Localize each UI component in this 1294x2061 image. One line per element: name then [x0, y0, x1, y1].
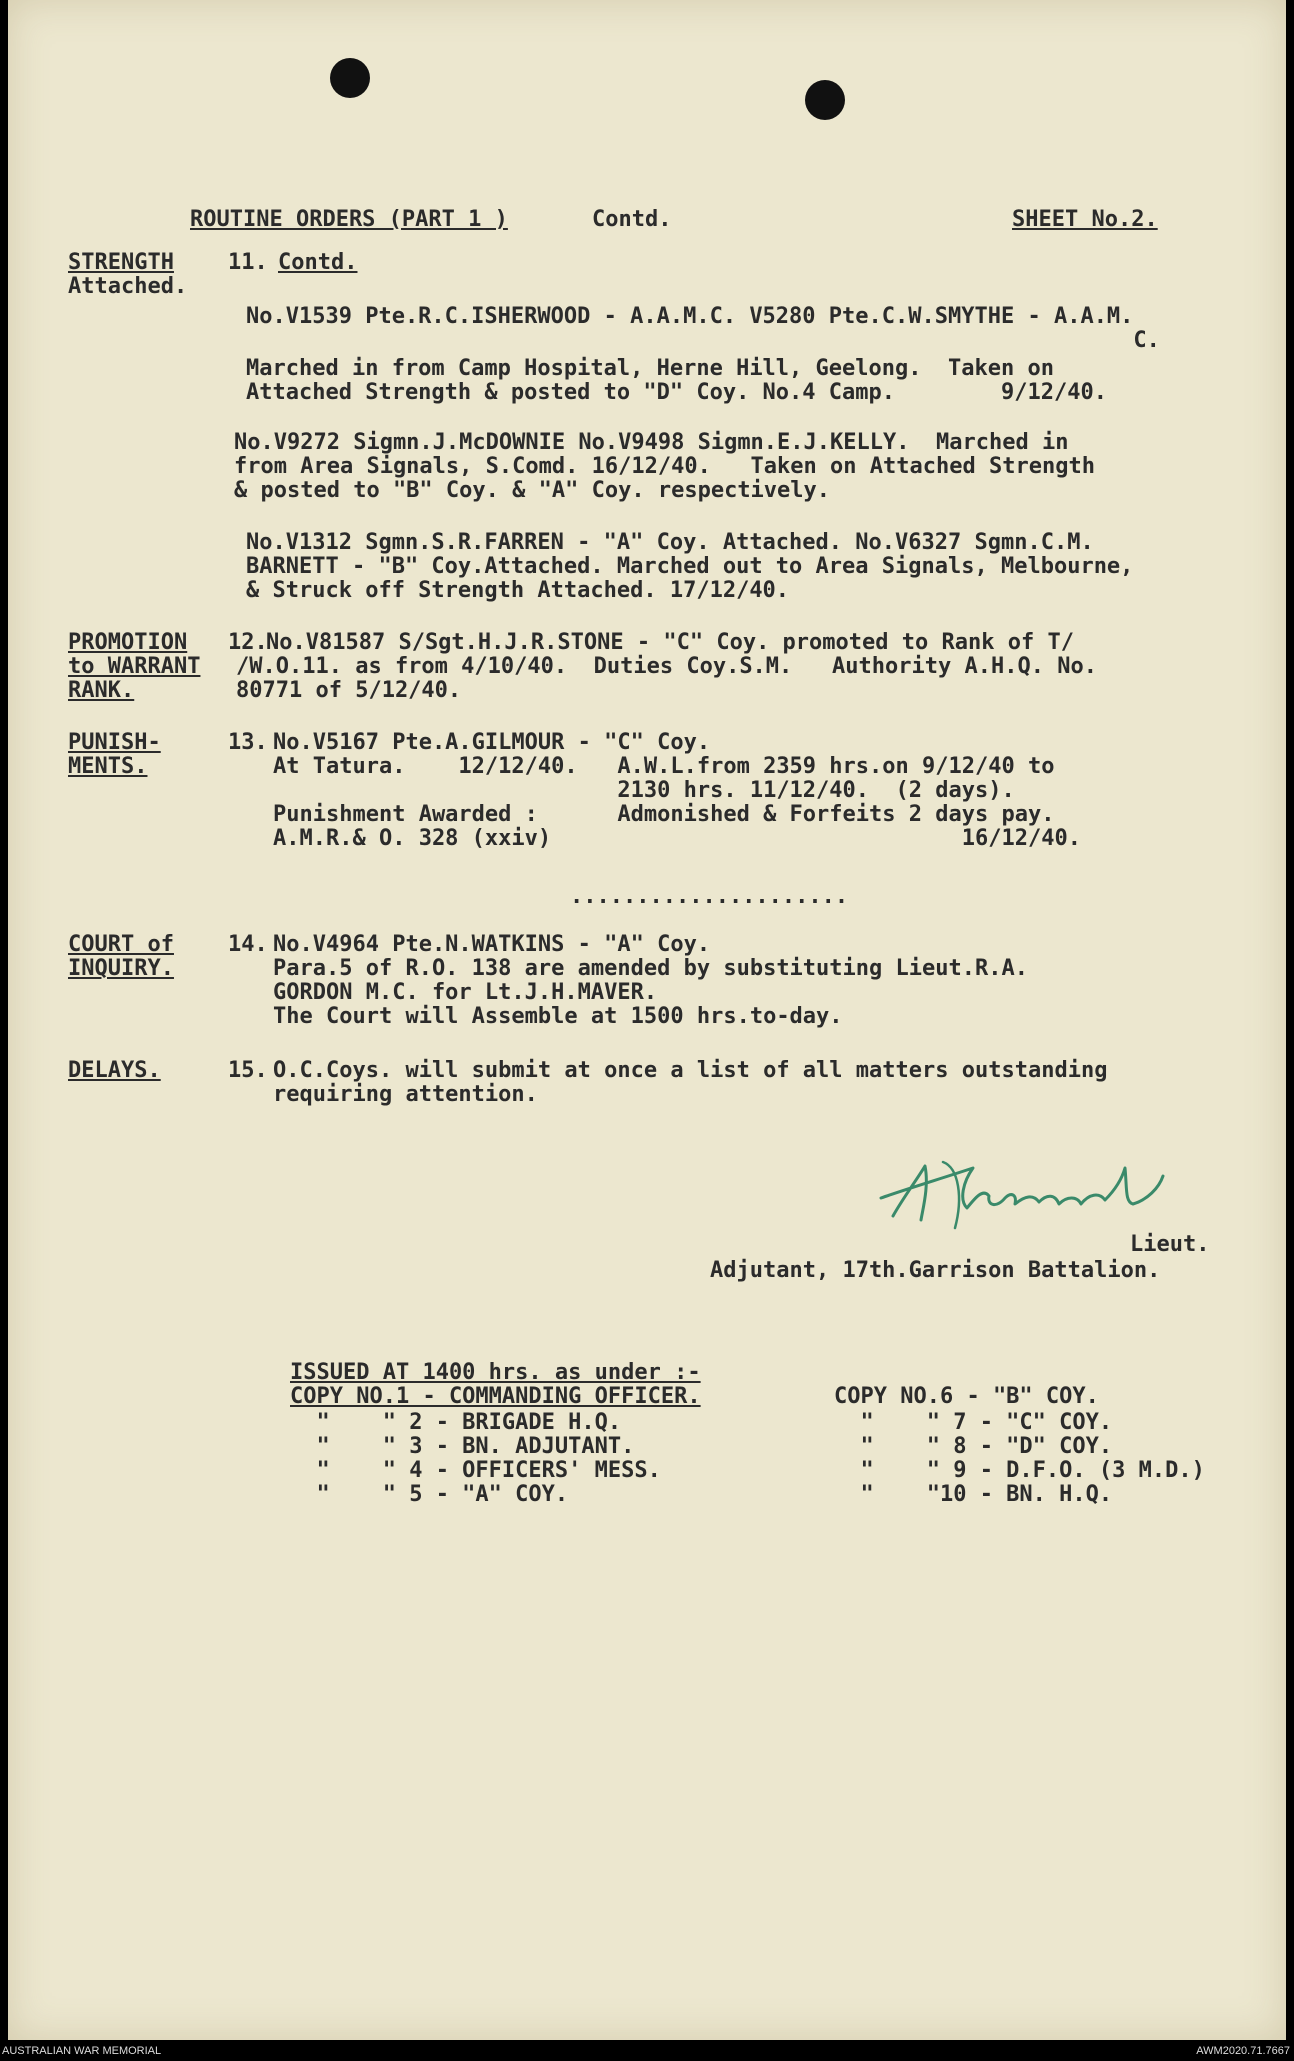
- footer-accession-number: AWM2020.71.7667: [1196, 2045, 1290, 2057]
- distribution-left-5: " " 5 - "A" COY.: [290, 1482, 569, 1507]
- item-11-para-3-line-3: & posted to "B" Coy. & "A" Coy. respectively.: [234, 478, 831, 503]
- item-12-line-2: /W.O.11. as from 4/10/40. Duties Coy.S.M. Authority A.H.Q. No.: [236, 654, 1097, 679]
- item-number-11: 11.: [228, 250, 268, 275]
- distribution-left-3: " " 3 - BN. ADJUTANT.: [290, 1434, 635, 1459]
- margin-heading-court-of: COURT of: [68, 932, 174, 957]
- archive-footer: [0, 2043, 1294, 2061]
- distribution-right-2: " " 7 - "C" COY.: [834, 1410, 1113, 1435]
- separator-dots: .....................: [570, 884, 849, 909]
- item-11-heading: Contd.: [278, 250, 358, 275]
- margin-heading-ments: MENTS.: [68, 754, 148, 779]
- punch-hole-right: [805, 80, 845, 120]
- item-number-15: 15.: [228, 1058, 268, 1083]
- distribution-right-4: " " 9 - D.F.O. (3 M.D.): [834, 1458, 1205, 1483]
- footer-institution: AUSTRALIAN WAR MEMORIAL: [2, 2045, 162, 2057]
- distribution-left-4: " " 4 - OFFICERS' MESS.: [290, 1458, 661, 1483]
- margin-heading-inquiry: INQUIRY.: [68, 956, 174, 981]
- item-15-line-2: requiring attention.: [273, 1082, 538, 1107]
- signature-role: Adjutant, 17th.Garrison Battalion.: [710, 1258, 1161, 1283]
- title-contd: Contd.: [592, 207, 672, 232]
- item-12-line-3: 80771 of 5/12/40.: [236, 678, 462, 703]
- item-number-12: 12.: [228, 630, 268, 655]
- item-12-line-1: No.V81587 S/Sgt.H.J.R.STONE - "C" Coy. promoted to Rank of T/: [266, 630, 1074, 655]
- item-11-para-3-line-1: No.V9272 Sigmn.J.McDOWNIE No.V9498 Sigmn.E.J.KELLY. Marched in: [234, 430, 1069, 455]
- item-13-line-5: A.M.R.& O. 328 (xxiv) 16/12/40.: [273, 826, 1081, 851]
- document-title: ROUTINE ORDERS (PART 1 ): [190, 207, 508, 232]
- item-14-line-2: Para.5 of R.O. 138 are amended by substituting Lieut.R.A.: [273, 956, 1028, 981]
- item-13-line-2: At Tatura. 12/12/40. A.W.L.from 2359 hrs.on 9/12/40 to: [273, 754, 1055, 779]
- margin-heading-attached: Attached.: [68, 274, 188, 299]
- distribution-right-5: " "10 - BN. H.Q.: [834, 1482, 1113, 1507]
- item-11-para-3-line-2: from Area Signals, S.Comd. 16/12/40. Taken on Attached Strength: [234, 454, 1095, 479]
- item-11-para-2-line-1: Marched in from Camp Hospital, Herne Hill, Geelong. Taken on: [246, 356, 1054, 381]
- distribution-heading: ISSUED AT 1400 hrs. as under :-: [290, 1360, 701, 1385]
- item-11-para-4-line-1: No.V1312 Sgmn.S.R.FARREN - "A" Coy. Attached. No.V6327 Sgmn.C.M.: [246, 530, 1094, 555]
- margin-heading-to-warrant: to WARRANT: [68, 654, 201, 679]
- item-11-para-4-line-3: & Struck off Strength Attached. 17/12/40.: [246, 578, 790, 603]
- sheet-number: SHEET No.2.: [1012, 207, 1158, 232]
- document-page: [8, 0, 1286, 2040]
- margin-heading-rank: RANK.: [68, 678, 135, 703]
- margin-heading-promotion: PROMOTION: [68, 630, 188, 655]
- item-15-line-1: O.C.Coys. will submit at once a list of all matters outstanding: [273, 1058, 1108, 1083]
- distribution-left-2: " " 2 - BRIGADE H.Q.: [290, 1410, 622, 1435]
- distribution-right-1: COPY NO.6 - "B" COY.: [834, 1384, 1099, 1409]
- distribution-left-1: COPY NO.1 - COMMANDING OFFICER.: [290, 1384, 701, 1409]
- margin-heading-delays: DELAYS.: [68, 1058, 161, 1083]
- item-11-para-1-line-1: No.V1539 Pte.R.C.ISHERWOOD - A.A.M.C. V5280 Pte.C.W.SMYTHE - A.A.M.: [246, 304, 1134, 329]
- signature-rank: Lieut.: [1130, 1232, 1210, 1257]
- distribution-right-3: " " 8 - "D" COY.: [834, 1434, 1113, 1459]
- item-13-line-4: Punishment Awarded : Admonished & Forfeits 2 days pay.: [273, 802, 1055, 827]
- item-11-para-1-line-2: C.: [246, 328, 1160, 353]
- item-number-13: 13.: [228, 730, 268, 755]
- margin-heading-strength: STRENGTH: [68, 250, 174, 275]
- item-13-line-1: No.V5167 Pte.A.GILMOUR - "C" Coy.: [273, 730, 711, 755]
- item-14-line-1: No.V4964 Pte.N.WATKINS - "A" Coy.: [273, 932, 711, 957]
- item-number-14: 14.: [228, 932, 268, 957]
- item-11-para-2-line-2: Attached Strength & posted to "D" Coy. No.4 Camp. 9/12/40.: [246, 380, 1107, 405]
- item-11-para-4-line-2: BARNETT - "B" Coy.Attached. Marched out to Area Signals, Melbourne,: [246, 554, 1134, 579]
- item-13-line-3: 2130 hrs. 11/12/40. (2 days).: [273, 778, 1015, 803]
- item-14-line-4: The Court will Assemble at 1500 hrs.to-day.: [273, 1004, 843, 1029]
- punch-hole-left: [330, 58, 370, 98]
- margin-heading-punish: PUNISH-: [68, 730, 161, 755]
- item-14-line-3: GORDON M.C. for Lt.J.H.MAVER.: [273, 980, 658, 1005]
